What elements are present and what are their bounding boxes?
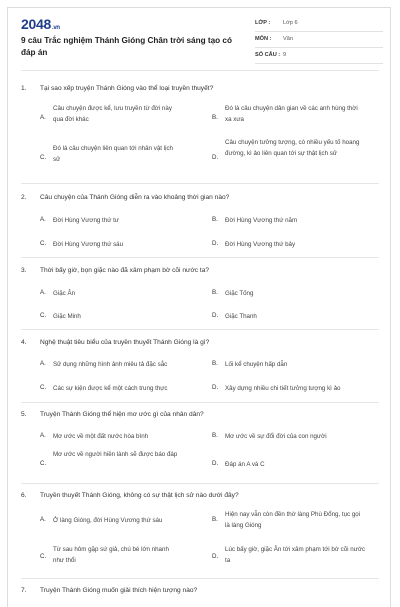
option-text: Mơ ước về người hiền lành sẽ được báo đáp — [53, 451, 178, 458]
option-letter: D. — [212, 553, 219, 560]
option-text: Giặc Ân — [53, 290, 76, 297]
option-text: Đời Hùng Vương thứ sáu — [53, 241, 124, 248]
option-text: Lối kể chuyện hấp dẫn — [225, 361, 288, 368]
divider — [21, 257, 379, 258]
question-3-stem — [21, 267, 209, 274]
question-7-stem — [21, 587, 197, 594]
question-6-stem — [21, 492, 239, 499]
option-letter: A. — [40, 114, 46, 121]
option-letter: B. — [212, 360, 218, 367]
option-letter: B. — [212, 216, 218, 223]
question-text: Thời bấy giờ, bọn giặc nào đã xâm phạm bờ cõi nước ta? — [40, 267, 210, 274]
question-text: Truyện Thánh Gióng muốn giải thích hiện tượng nào? — [40, 587, 198, 594]
option-letter: A. — [40, 216, 46, 223]
question-1-stem — [21, 85, 213, 92]
option-letter: D. — [212, 384, 219, 391]
site-logo[interactable] — [21, 16, 60, 32]
divider — [21, 70, 379, 71]
option-text: Đó là câu chuyện dân gian về các anh hùng thời xa xưa — [225, 105, 358, 123]
option-letter: A. — [40, 360, 46, 367]
option-text: Đó là câu chuyện liên quan tới nhân vật lịch sử — [53, 145, 173, 163]
meta-value: Lớp 6 — [283, 20, 298, 26]
option-text: Đáp án A và C — [225, 461, 265, 468]
option-text: Mơ ước về sự đổi đời của con người — [225, 433, 327, 440]
option-letter: C. — [40, 460, 47, 467]
meta-row-count — [255, 48, 383, 64]
option-text: Lúc bấy giờ, giặc Ân tới xâm phạm tới bờ cõi nước ta — [225, 546, 365, 564]
divider — [21, 483, 379, 484]
question-number: 1. — [21, 85, 27, 92]
page-title: 9 câu Trắc nghiệm Thánh Gióng Chân trời sáng tạo có đáp án — [21, 36, 232, 57]
meta-key: SỐ CÂU : — [255, 52, 281, 58]
option-text: Ở làng Gióng, đời Hùng Vương thứ sáu — [53, 517, 163, 524]
option-text: Sử dụng những hình ảnh miêu tả đặc sắc — [53, 361, 168, 368]
question-text: Nghệ thuật tiêu biểu của truyền thuyết Thánh Gióng là gì? — [40, 339, 210, 346]
divider — [21, 183, 379, 184]
option-letter: C. — [40, 312, 47, 319]
option-letter: C. — [40, 154, 47, 161]
question-2-stem — [21, 194, 229, 201]
option-letter: D. — [212, 240, 219, 247]
option-letter: B. — [212, 432, 218, 439]
option-letter: A. — [40, 432, 46, 439]
option-letter: B. — [212, 114, 218, 121]
option-text: Giặc Thanh — [225, 313, 257, 320]
option-text: Đời Hùng Vương thứ bảy — [225, 241, 296, 248]
option-text: Câu chuyện tưởng tượng, có nhiều yếu tố hoang đường, kì ảo liên quan tới sự thật lịch sử — [225, 139, 360, 157]
divider — [21, 402, 379, 403]
option-letter: B. — [212, 516, 218, 523]
option-text: Đời Hùng Vương thứ năm — [225, 217, 298, 224]
document-page — [7, 7, 391, 607]
logo-text: 2048 — [21, 16, 51, 32]
option-text: Từ sau hôm gặp sứ giả, chú bé lớn nhanh như thổi — [53, 546, 169, 564]
divider — [21, 578, 379, 579]
option-text: Mơ ước về một đất nước hòa bình — [53, 433, 149, 440]
question-number: 5. — [21, 411, 27, 418]
option-text: Đời Hùng Vương thứ tư — [53, 217, 119, 224]
meta-value: 9 — [283, 52, 287, 58]
document-header — [8, 8, 392, 68]
meta-key: LỚP : — [255, 20, 271, 26]
option-letter: D. — [212, 154, 219, 161]
question-number: 7. — [21, 587, 27, 594]
option-letter: C. — [40, 240, 47, 247]
option-letter: A. — [40, 516, 46, 523]
option-text: Giặc Minh — [53, 313, 81, 320]
option-text: Hiện nay vẫn còn đền thờ làng Phù Đổng, tục gọi là làng Gióng — [225, 511, 361, 529]
meta-info — [255, 16, 383, 64]
question-number: 6. — [21, 492, 27, 499]
meta-value: Văn — [283, 36, 293, 42]
option-letter: D. — [212, 460, 219, 467]
question-text: Câu chuyện của Thánh Gióng diễn ra vào khoảng thời gian nào? — [40, 194, 230, 201]
meta-row-subject — [255, 32, 383, 48]
question-text: Truyền thuyết Thánh Gióng, không có sự thật lịch sử nào dưới đây? — [40, 492, 239, 499]
question-4-stem — [21, 339, 209, 346]
question-text: Tại sao xếp truyện Thánh Gióng vào thể loại truyền thuyết? — [40, 85, 214, 92]
question-number: 2. — [21, 194, 27, 201]
logo-suffix: .vn — [51, 25, 60, 31]
meta-key: MÔN : — [255, 36, 272, 42]
option-text: Giặc Tống — [225, 290, 254, 297]
option-letter: C. — [40, 553, 47, 560]
question-number: 3. — [21, 267, 27, 274]
option-letter: B. — [212, 289, 218, 296]
option-letter: A. — [40, 289, 46, 296]
option-text: Xây dựng nhiều chi tiết tưởng tượng kì ảo — [225, 385, 341, 392]
question-text: Truyện Thánh Gióng thể hiện mơ ước gì của nhân dân? — [40, 411, 204, 418]
question-number: 4. — [21, 339, 27, 346]
option-letter: D. — [212, 312, 219, 319]
option-text: Các sự kiện được kể một cách trung thực — [53, 385, 168, 392]
option-text: Câu chuyện được kể, lưu truyền từ đời này qua đời khác — [53, 105, 172, 123]
meta-row-class — [255, 16, 383, 32]
divider — [21, 329, 379, 330]
option-letter: C. — [40, 384, 47, 391]
question-5-stem — [21, 411, 204, 418]
